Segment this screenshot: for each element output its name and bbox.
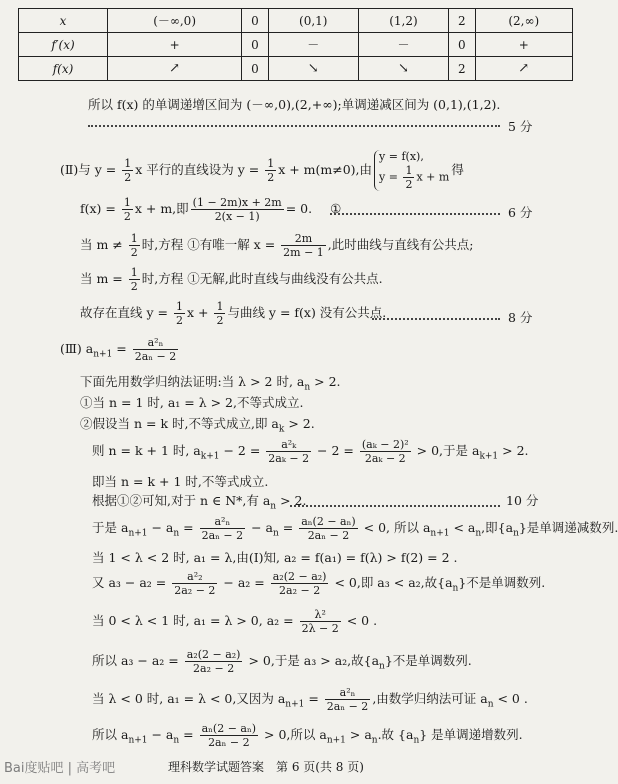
table-cell: 0 — [242, 57, 268, 81]
fraction: $\frac{\text{a₂(2 − a₂)}}{\text{2a₂ − 2}}$ — [272, 570, 327, 597]
text: x 平行的直线设为 y = — [135, 162, 264, 177]
text-line: 于是 $a_{n+1} - a_n$ = $\frac{\text{a²ₙ}}{\text{2aₙ − 2}}$ − $a_n$ = $\frac{\text{aₙ(2 − aₙ)}}{\text{2aₙ − 2}}$ < 0, 所以 $a_{n+1} < a_n$,即$\{a_n\}$是单调递减数列. — [92, 515, 618, 542]
table-cell: 2 — [449, 9, 475, 33]
dotted-leader — [290, 505, 500, 507]
decreasing-arrow-icon: ↘ — [268, 57, 358, 81]
table-row — [19, 57, 573, 81]
text: 时,方程 ①无解,此时直线与曲线没有公共点. — [141, 271, 383, 286]
table-row — [19, 33, 573, 57]
table-cell: x — [19, 9, 108, 33]
text-line — [80, 266, 383, 293]
table-cell: (2,∞) — [475, 9, 573, 33]
dotted-leader — [330, 213, 500, 215]
text-line: 根据①②可知,对于 n ∈ N*,有 $a_n > 2$. — [92, 493, 307, 512]
fraction: $\frac{\text{λ²}}{2\lambda - 2}$ — [301, 608, 339, 635]
table-cell: + — [108, 33, 242, 57]
fraction: $\frac{1}{2}$ — [130, 266, 138, 293]
table-cell: f′(x) — [19, 33, 108, 57]
table-cell: 0 — [242, 33, 268, 57]
text: ,此时曲线与直线有公共点; — [327, 237, 474, 252]
watermark: Bai度贴吧 | 高考吧 — [4, 761, 116, 776]
text-line: 所以 a₃ − a₂ = $\frac{\text{a₂(2 − a₂)}}{\text{2a₂ − 2}}$ > 0,于是 a₃ > a₂,故$\{a_n\}$不是单调数列. — [92, 648, 472, 675]
text: x + — [186, 305, 213, 320]
text: = 0. — [285, 201, 313, 216]
fraction: $\frac{\text{a²ₙ}}{\text{2aₙ − 2}}$ — [326, 686, 369, 713]
decreasing-arrow-icon: ↘ — [358, 57, 448, 81]
text-line: 当 1 < λ < 2 时, a₁ = λ,由(Ⅰ)知, a₂ = f(a₁) = f(λ) > f(2) = 2 . — [92, 550, 458, 565]
fraction: $\frac{2m}{2m - 1}$ — [283, 232, 324, 259]
fraction: $\frac{1}{2}$ — [124, 157, 132, 184]
table-cell: － — [268, 33, 358, 57]
fraction: $\frac{\text{a²ₙ}}{\text{2aₙ − 2}}$ — [134, 336, 177, 363]
score-mark: 6 分 — [508, 205, 533, 220]
text-line — [80, 196, 341, 223]
fraction: $\frac{\text{(aₖ − 2)²}}{\text{2aₖ − 2}}$ — [361, 438, 409, 465]
text: (Ⅲ) a — [60, 341, 94, 356]
text: 当 m = — [80, 271, 127, 286]
text: 当 m ≠ — [80, 237, 127, 252]
fraction: $\frac{\text{a²ₖ}}{\text{2aₖ − 2}}$ — [268, 438, 310, 465]
fraction: $\frac{1}{2}$ — [130, 232, 138, 259]
text-line: 即当 n = k + 1 时,不等式成立. — [92, 474, 269, 489]
text: 得 — [451, 162, 464, 177]
fraction: $\frac{1}{2}$ — [175, 300, 183, 327]
fraction: $\frac{\text{a²₂}}{\text{2a₂ − 2}}$ — [174, 570, 216, 597]
score-mark: 8 分 — [508, 310, 533, 325]
dotted-leader — [372, 318, 500, 320]
table-cell: － — [358, 33, 448, 57]
sign-table — [18, 8, 573, 81]
table-cell: 0 — [449, 33, 475, 57]
text: x + m,即 — [134, 201, 189, 216]
text-line — [60, 150, 464, 191]
increasing-arrow-icon: ↗ — [108, 57, 242, 81]
table-cell: + — [475, 33, 573, 57]
text: 时,方程 ①有唯一解 x = — [141, 237, 280, 252]
fraction: $\frac{1}{2}$ — [267, 157, 275, 184]
text-line — [80, 232, 473, 259]
dotted-leader — [88, 125, 500, 127]
text: (Ⅱ)与 y = — [60, 162, 121, 177]
fraction: $\frac{(1 - 2m)x + 2m}{2(x - 1)}$ — [192, 196, 282, 223]
text-line: (Ⅲ) $a_{n+1}$ = $\frac{\text{a²ₙ}}{\text{2aₙ − 2}}$ — [60, 336, 177, 363]
table-cell: f(x) — [19, 57, 108, 81]
text-line: 所以 $a_{n+1} - a_n$ = $\frac{\text{aₙ(2 − aₙ)}}{\text{2aₙ − 2}}$ > 0,所以 $a_{n+1} > a_n$.故 $\{a_n\}$ 是单调递增数列. — [92, 722, 523, 749]
text-line: 所以 f(x) 的单调递增区间为 (－∞,0),(2,+∞);单调递减区间为 (0,1),(1,2). — [88, 97, 501, 112]
fraction: $\frac{1}{2}$ — [123, 196, 131, 223]
fraction: $\frac{\text{a₂(2 − a₂)}}{\text{2a₂ − 2}}$ — [186, 648, 241, 675]
table-row — [19, 9, 573, 33]
equation-system: y = f(x), y = $\frac{1}{2}$ x + m — [374, 150, 449, 191]
fraction: $\frac{\text{a²ₙ}}{\text{2aₙ − 2}}$ — [201, 515, 244, 542]
text-line: ②假设当 n = k 时,不等式成立,即 $a_k > 2$. — [80, 416, 315, 435]
text-line: 则 n = k + 1 时, $a_{k+1} - 2$ = $\frac{\text{a²ₖ}}{\text{2aₖ − 2}}$ − 2 = $\frac{\text{(aₖ − 2)²}}{\text{2aₖ − 2}}$ > 0,于是 $a_{k+1} > 2$. — [92, 438, 529, 465]
fraction: $\frac{\text{aₙ(2 − aₙ)}}{\text{2aₙ − 2}}$ — [201, 722, 257, 749]
text: x + m(m≠0),由 — [278, 162, 373, 177]
table-cell: (－∞,0) — [108, 9, 242, 33]
text: f(x) = — [80, 201, 120, 216]
text-line: 下面先用数学归纳法证明:当 λ > 2 时, $a_n > 2$. — [80, 374, 341, 393]
text: 故存在直线 y = — [80, 305, 172, 320]
text-line: 当 λ < 0 时, a₁ = λ < 0,又因为 $a_{n+1}$ = $\frac{\text{a²ₙ}}{\text{2aₙ − 2}}$ ,由数学归纳法可证 $a_n < 0$ . — [92, 686, 528, 713]
text-line: 当 0 < λ < 1 时, a₁ = λ > 0, a₂ = $\frac{\text{λ²}}{2\lambda - 2}$ < 0 . — [92, 608, 378, 635]
equation-marker: ① — [330, 201, 342, 216]
fraction: $\frac{1}{2}$ — [216, 300, 224, 327]
table-cell: 0 — [242, 9, 268, 33]
text-line: ①当 n = 1 时, a₁ = λ > 2,不等式成立. — [80, 395, 304, 410]
fraction: $\frac{\text{aₙ(2 − aₙ)}}{\text{2aₙ − 2}}$ — [301, 515, 356, 542]
increasing-arrow-icon: ↗ — [475, 57, 573, 81]
table-cell: (1,2) — [358, 9, 448, 33]
text-line — [80, 300, 386, 327]
score-mark: 5 分 — [508, 119, 533, 134]
score-mark: 10 分 — [506, 493, 539, 508]
table-cell: (0,1) — [268, 9, 358, 33]
text: 与曲线 y = f(x) 没有公共点. — [227, 305, 387, 320]
table-cell: 2 — [449, 57, 475, 81]
text-line: 又 a₃ − a₂ = $\frac{\text{a²₂}}{\text{2a₂ − 2}}$ − a₂ = $\frac{\text{a₂(2 − a₂)}}{\text{2a₂ − 2}}$ < 0,即 a₃ < a₂,故$\{a_n\}$不是单调数列. — [92, 570, 546, 597]
